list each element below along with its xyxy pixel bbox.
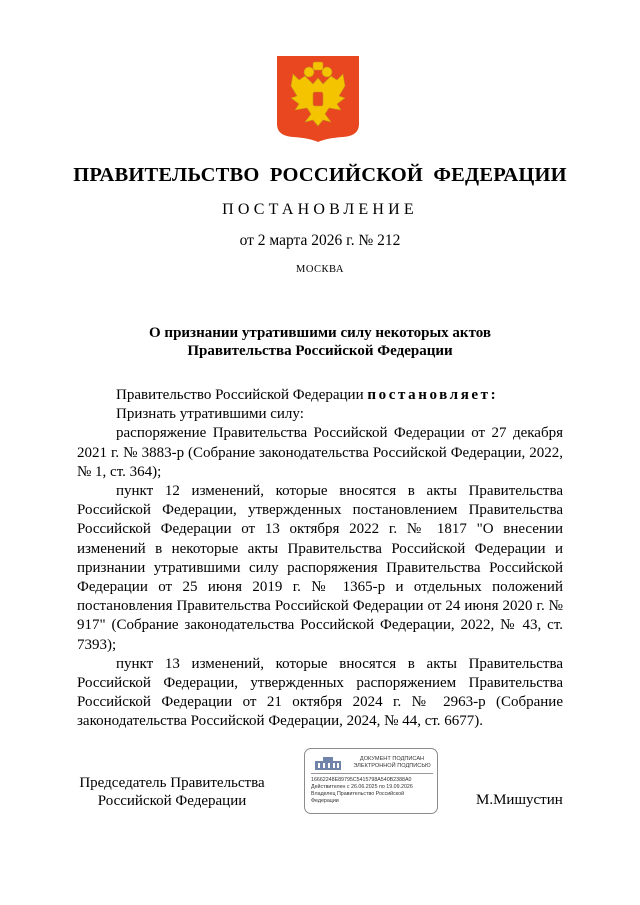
paragraph-item-2: пункт 12 изменений, которые вносятся в акты Правительства Российской Федерации, утвержденных постановлением Правительства Российской Федерации от 13 октября 2022 г. № 1817 "О внесении изменений в некоторые акты Правительства Российской Федерации и признании утратившими силу распоряжения Правительства Российской Федерации от 25 июня 2019 г. № 1365-р и отдельных положений постановления Правительства Российской Федерации от 24 июня 2020 г. № 917" (Собрание законодательства Российской Федерации, 2022, № 43, ст. 7393); — [77, 483, 563, 653]
validity-period: Действителен с 26.06.2025 по 19.09.2026 — [311, 784, 413, 790]
paragraph-item-1: распоряжение Правительства Российской Федерации от 27 декабря 2021 г. № 3883-р (Собрание законодательства Российской Федерации, 2022, № 1, ст. 364); — [77, 425, 563, 480]
resolves-word: постановляет: — [367, 387, 499, 403]
document-date-number: от 2 марта 2026 г. № 212 — [239, 232, 401, 249]
document-type: ПОСТАНОВЛЕНИЕ — [222, 201, 418, 218]
electronic-signature-stamp — [304, 748, 438, 814]
certificate-number: 16662248E89795C5415798A540B2388A0 — [311, 777, 412, 783]
paragraph-intro: Признать утратившими силу: — [116, 406, 304, 423]
chair-line-1: Председатель Правительства — [79, 775, 265, 791]
signer-name: М.Мишустин — [476, 792, 563, 808]
owner-line-2: Федерации — [311, 798, 339, 804]
stamp-heading-2: ЭЛЕКТРОННОЙ ПОДПИСЬЮ — [353, 763, 431, 769]
title-line-1: О признании утратившими силу некоторых актов — [149, 325, 491, 341]
coat-of-arms-icon — [277, 56, 359, 142]
stamp-divider — [311, 773, 433, 774]
owner-line-1: Владелец Правительство Российской — [311, 791, 405, 797]
stamp-heading-1: ДОКУМЕНТ ПОДПИСАН — [359, 756, 425, 762]
signatory-title — [77, 774, 267, 810]
document-title — [0, 324, 640, 360]
title-line-2: Правительства Российской Федерации — [187, 343, 453, 359]
city: МОСКВА — [296, 264, 344, 275]
government-heading: ПРАВИТЕЛЬСТВО РОССИЙСКОЙ ФЕДЕРАЦИИ — [73, 164, 567, 186]
paragraph-item-3: пункт 13 изменений, которые вносятся в акты Правительства Российской Федерации, утвержденных распоряжением Правительства Российской Федерации от 21 октября 2024 г. № 2963-р (Собрание законодательства Российской Федерации, 2024, № 44, ст. 6677). — [77, 655, 563, 730]
chair-line-2: Российской Федерации — [97, 793, 247, 809]
building-icon — [313, 755, 343, 771]
stamp-heading — [349, 756, 435, 770]
document-body — [77, 386, 563, 732]
paragraph-preamble — [77, 386, 563, 405]
stamp-details — [311, 777, 435, 805]
preamble-text: Правительство Российской Федерации — [116, 387, 368, 403]
